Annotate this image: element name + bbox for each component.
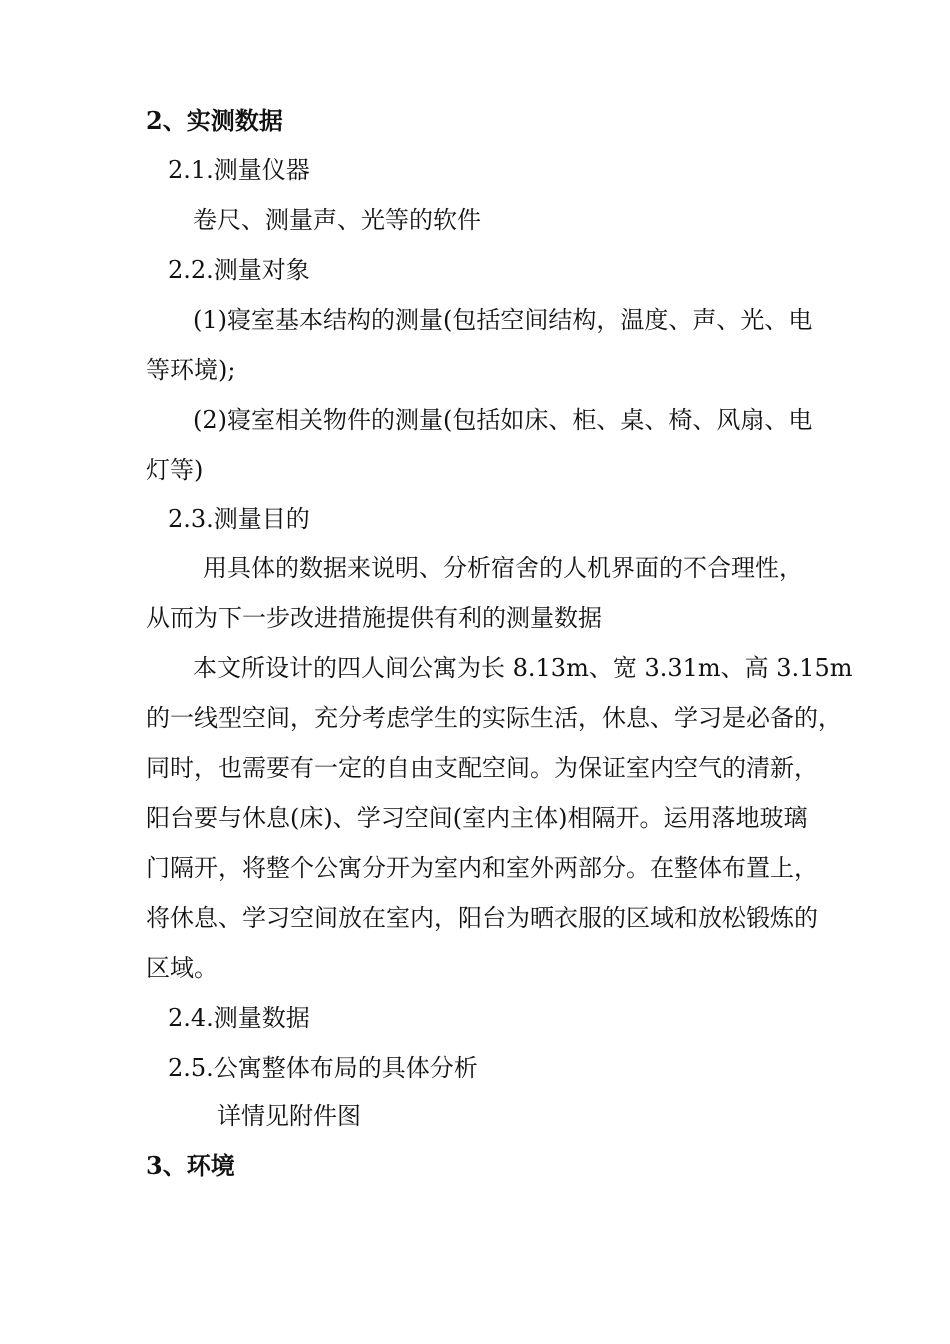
section-heading-2: 2、实测数据: [146, 106, 283, 135]
paragraph-description-line: 将休息、学习空间放在室内，阳台为晒衣服的区域和放松锻炼的: [146, 904, 818, 932]
subsection-title-2-1: 2.1.测量仪器: [168, 156, 310, 184]
paragraph-object-2-line-1: (2)寝室相关物件的测量(包括如床、柜、桌、椅、风扇、电: [193, 406, 813, 434]
paragraph-purpose-line-2: 从而为下一步改进措施提供有利的测量数据: [146, 604, 602, 632]
paragraph-description-line: 本文所设计的四人间公寓为长 8.13m、宽 3.31m、高 3.15m: [193, 654, 853, 682]
paragraph-description-line: 的一线型空间，充分考虑学生的实际生活，休息、学习是必备的，: [146, 704, 842, 732]
paragraph-instruments: 卷尺、测量声、光等的软件: [193, 206, 481, 234]
subsection-title-2-5: 2.5.公寓整体布局的具体分析: [168, 1054, 478, 1082]
subsection-title-2-4: 2.4.测量数据: [168, 1004, 310, 1032]
paragraph-description-line: 门隔开，将整个公寓分开为室内和室外两部分。在整体布置上，: [146, 854, 818, 882]
paragraph-object-1-line-2: 等环境);: [146, 356, 236, 384]
subsection-title-2-2: 2.2.测量对象: [168, 256, 310, 284]
paragraph-description-line: 区域。: [146, 954, 218, 982]
paragraph-see-attachment: 详情见附件图: [217, 1102, 361, 1130]
paragraph-purpose-line-1: 用具体的数据来说明、分析宿舍的人机界面的不合理性，: [203, 554, 803, 582]
subsection-title-2-3: 2.3.测量目的: [168, 505, 310, 533]
paragraph-object-1-line-1: (1)寝室基本结构的测量(包括空间结构，温度、声、光、电: [193, 306, 813, 334]
paragraph-object-2-line-2: 灯等): [146, 456, 204, 484]
section-heading-3: 3、环境: [146, 1151, 235, 1180]
paragraph-description-line: 同时，也需要有一定的自由支配空间。为保证室内空气的清新，: [146, 754, 818, 782]
paragraph-description-line: 阳台要与休息(床)、学习空间(室内主体)相隔开。运用落地玻璃: [146, 804, 808, 832]
